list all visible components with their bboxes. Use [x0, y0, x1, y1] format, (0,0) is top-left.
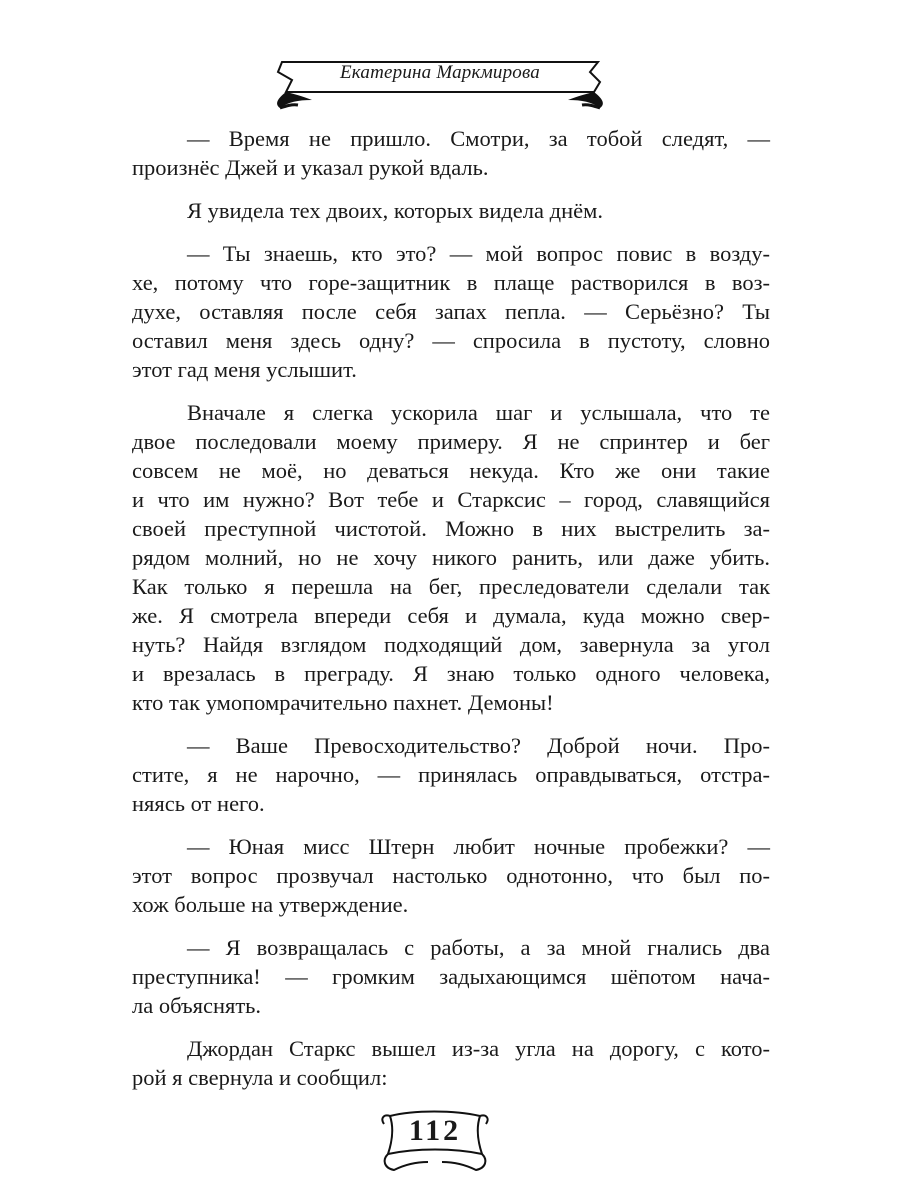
author-name: Екатерина Маркмирова [339, 62, 541, 83]
page-number-text: 112 [408, 1114, 462, 1147]
text-line: Как только я перешла на бег, преследователи сделали так [132, 574, 770, 599]
text-line: Вначале я слегка ускорила шаг и услышала, что те [187, 400, 770, 425]
text-line: этот гад меня услышит. [132, 357, 357, 382]
text-line: нуть? Найдя взглядом подходящий дом, завернула за угол [132, 632, 770, 657]
paragraph [132, 1034, 770, 1092]
text-line: и что им нужно? Вот тебе и Старксис – город, славящийся [132, 487, 770, 512]
text-line: — Я возвращалась с работы, а за мной гнались два [187, 935, 770, 960]
text-line: духе, оставляя после себя запах пепла. — Серьёзно? Ты [132, 299, 770, 324]
text-line: хож больше на утверждение. [132, 892, 409, 917]
paragraph [132, 731, 770, 818]
paragraph [132, 124, 770, 182]
paragraph [132, 196, 770, 225]
text-line: ла объяснять. [132, 993, 262, 1018]
page-number [374, 1106, 496, 1178]
text-line: кто так умопомрачительно пахнет. Демоны! [132, 690, 554, 715]
text-line: двое последовали моему примеру. Я не спринтер и бег [132, 429, 770, 454]
text-line: оставил меня здесь одну? — спросила в пустоту, словно [132, 328, 770, 353]
paragraph [132, 398, 770, 717]
text-line: — Время не пришло. Смотри, за тобой следят, — [187, 126, 770, 151]
text-line: этот вопрос прозвучал настолько однотонно, что был по- [132, 863, 770, 888]
paragraph [132, 239, 770, 384]
text-line: няясь от него. [132, 791, 265, 816]
paragraph [132, 933, 770, 1020]
text-line: произнёс Джей и указал рукой вдаль. [132, 155, 489, 180]
body-text [132, 124, 770, 1106]
text-line: хе, потому что горе-защитник в плаще растворился в воз- [132, 270, 770, 295]
text-line: совсем не моё, но деваться некуда. Кто же они такие [132, 458, 770, 483]
text-line: же. Я смотрела впереди себя и думала, куда можно свер- [132, 603, 770, 628]
text-line: рой я свернула и сообщил: [132, 1065, 388, 1090]
text-line: рядом молний, но не хочу никого ранить, или даже убить. [132, 545, 770, 570]
text-line: — Ты знаешь, кто это? — мой вопрос повис в возду- [187, 241, 770, 266]
paragraph [132, 832, 770, 919]
running-header [268, 50, 612, 112]
text-line: Я увидела тех двоих, которых видела днём. [187, 198, 603, 223]
text-line: — Юная мисс Штерн любит ночные пробежки? — [187, 834, 770, 859]
text-line: — Ваше Превосходительство? Доброй ночи. Про- [187, 733, 770, 758]
text-line: своей преступной чистотой. Можно в них выстрелить за- [132, 516, 770, 541]
text-line: и врезалась в преграду. Я знаю только одного человека, [132, 661, 770, 686]
text-line: Джордан Старкс вышел из-за угла на дорогу, с кото- [187, 1036, 770, 1061]
text-line: преступника! — громким задыхающимся шёпотом нача- [132, 964, 770, 989]
text-line: стите, я не нарочно, — принялась оправдываться, отстра- [132, 762, 770, 787]
